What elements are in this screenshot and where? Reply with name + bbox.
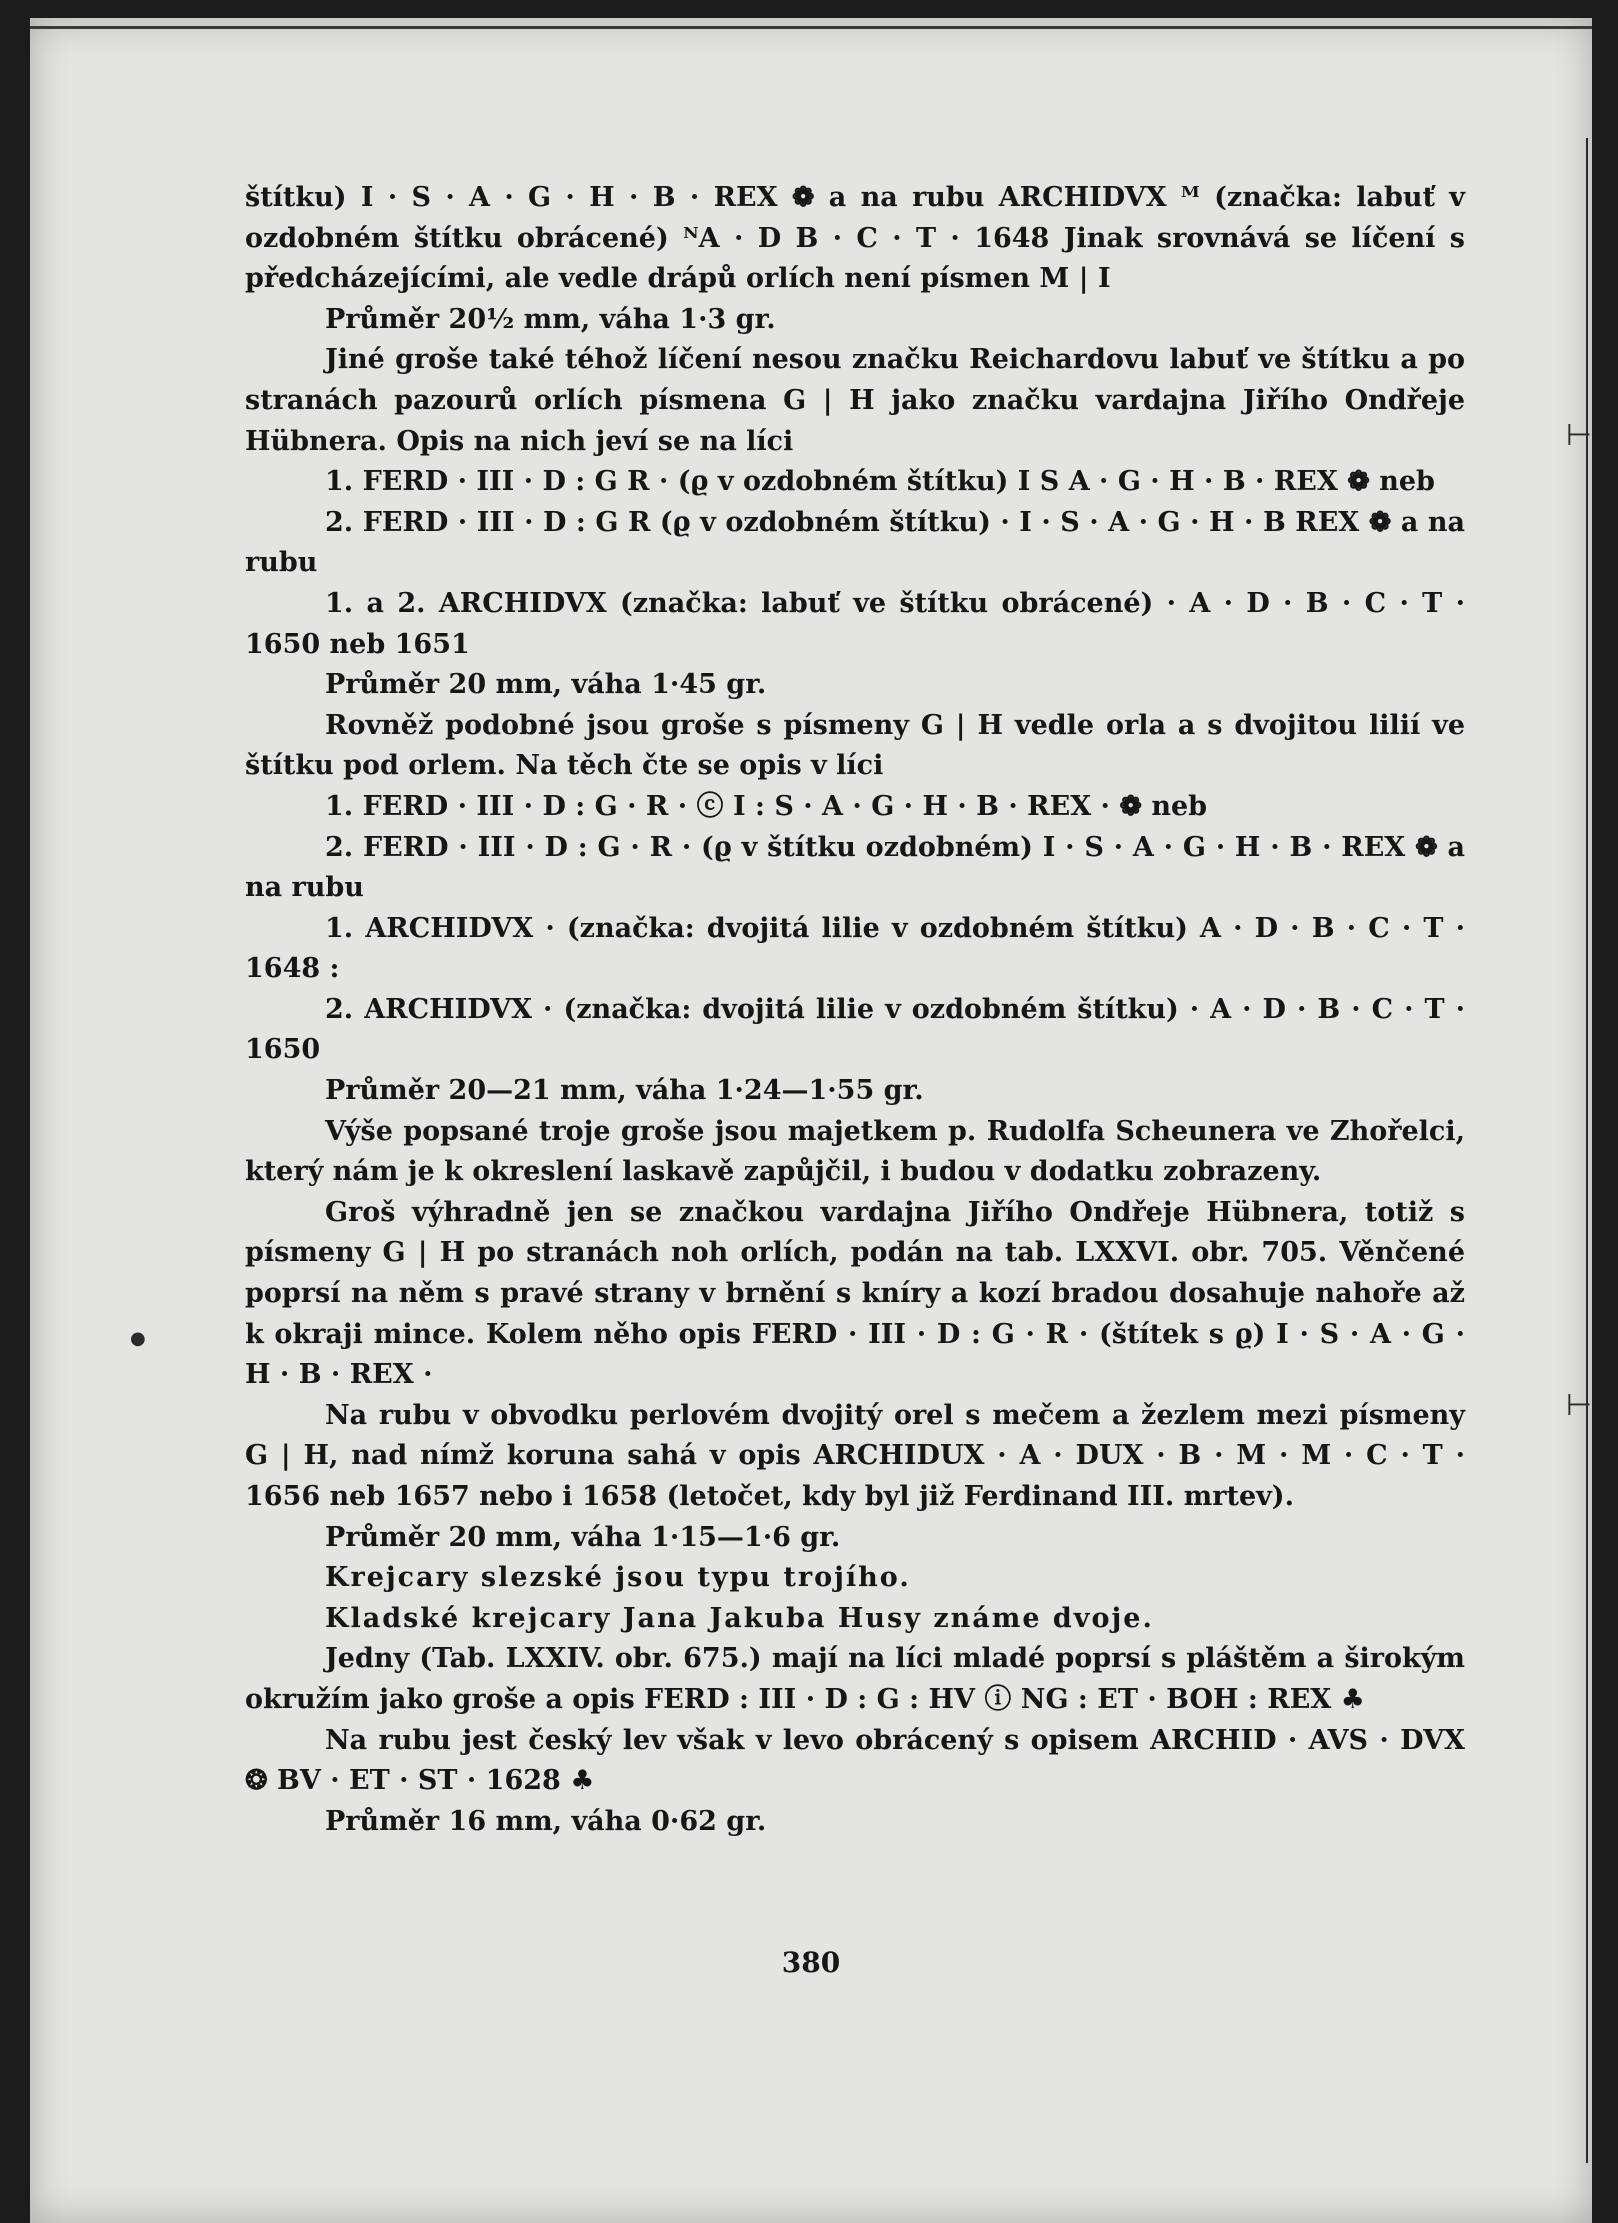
scanned-page — [30, 18, 1592, 2223]
paragraph: Výše popsané troje groše jsou majetkem p. Rudolfa Scheunera ve Zhořelci, který nám je k okreslení laskavě zapůjčil, i budou v dodatku zobrazeny. — [245, 1115, 1465, 1188]
paragraph: 1. FERD · III · D : G R · (ϱ v ozdobném štítku) I S A · G · H · B · REX ❁ neb — [325, 466, 1435, 498]
paragraph: Průměr 20 mm, váha 1·45 gr. — [325, 669, 767, 701]
paragraph: Groš výhradně jen se značkou vardajna Jiřího Ondřeje Hübnera, totiž s písmeny G | H po stranách noh orlích, podán na tab. LXXVI. obr. 705. Věnčené poprsí na něm s pravé strany v brnění s kníry a kozí bradou dosahuje nahoře až k okraji mince. Kolem něho opis FERD · III · D : G · R · (štítek s ϱ) I · S · A · G · H · B · REX · — [245, 1196, 1465, 1391]
paragraph: Průměr 20½ mm, váha 1·3 gr. — [325, 303, 776, 335]
top-rule — [30, 26, 1592, 29]
paragraph: Krejcary slezské jsou typu trojího. — [325, 1562, 911, 1594]
margin-mark: ⊢ — [1565, 1388, 1592, 1423]
paragraph: 1. FERD · III · D : G · R · ⓒ I : S · A · G · H · B · REX · ❁ neb — [325, 790, 1208, 822]
paragraph: 2. FERD · III · D : G · R · (ϱ v štítku ozdobném) I · S · A · G · H · B · REX ❁ a na rubu — [245, 831, 1465, 904]
paragraph: Průměr 16 mm, váha 0·62 gr. — [325, 1805, 767, 1837]
paragraph: Rovněž podobné jsou groše s písmeny G | H vedle orla a s dvojitou lilií ve štítku pod orlem. Na těch čte se opis v líci — [245, 709, 1465, 782]
paragraph: Jiné groše také téhož líčení nesou značku Reichardovu labuť ve štítku a po stranách pazourů orlích písmena G | H jako značku vardajna Jiřího Ondřeje Hübnera. Opis na nich jeví se na líci — [245, 344, 1465, 457]
paragraph: Průměr 20 mm, váha 1·15—1·6 gr. — [325, 1521, 841, 1553]
page-number: 380 — [781, 1946, 841, 1979]
body-text — [245, 178, 1465, 1842]
paragraph: štítku) I · S · A · G · H · B · REX ❁ a na rubu ARCHIDVX ᴹ (značka: labuť v ozdobném štítku obrácené) ᴺA · D B · C · T · 1648 Jinak srovnává se líčení s předcházejícími, ale vedle drápů orlích není písmen M | I — [245, 182, 1465, 295]
paragraph: Jedny (Tab. LXXIV. obr. 675.) mají na líci mladé poprsí s pláštěm a širokým okružím jako groše a opis FERD : III · D : G : HV ⓘ NG : ET · BOH : REX ♣ — [245, 1643, 1465, 1715]
paragraph: Na rubu v obvodku perlovém dvojitý orel s mečem a žezlem mezi písmeny G | H, nad nímž koruna sahá v opis ARCHIDUX · A · DUX · B · M · M · C · T · 1656 neb 1657 nebo i 1658 (letočet, kdy byl již Ferdinand III. mrtev). — [245, 1399, 1465, 1512]
paragraph: Průměr 20—21 mm, váha 1·24—1·55 gr. — [325, 1075, 924, 1107]
paragraph: Na rubu jest český lev však v levo obrácený s opisem ARCHID · AVS · DVX ❂ BV · ET · ST · 1628 ♣ — [245, 1724, 1465, 1797]
paragraph: 1. a 2. ARCHIDVX (značka: labuť ve štítku obrácené) · A · D · B · C · T · 1650 neb 1651 — [245, 587, 1465, 660]
margin-mark: ⊢ — [1565, 418, 1592, 453]
paragraph: Kladské krejcary Jana Jakuba Husy známe dvoje. — [325, 1602, 1154, 1634]
paragraph: 1. ARCHIDVX · (značka: dvojitá lilie v ozdobném štítku) A · D · B · C · T · 1648 : — [245, 912, 1465, 985]
paragraph: 2. ARCHIDVX · (značka: dvojitá lilie v ozdobném štítku) · A · D · B · C · T · 1650 — [245, 993, 1465, 1066]
paragraph: 2. FERD · III · D : G R (ϱ v ozdobném štítku) · I · S · A · G · H · B REX ❁ a na rubu — [245, 506, 1465, 579]
speck-dot: ● — [130, 1328, 146, 1349]
